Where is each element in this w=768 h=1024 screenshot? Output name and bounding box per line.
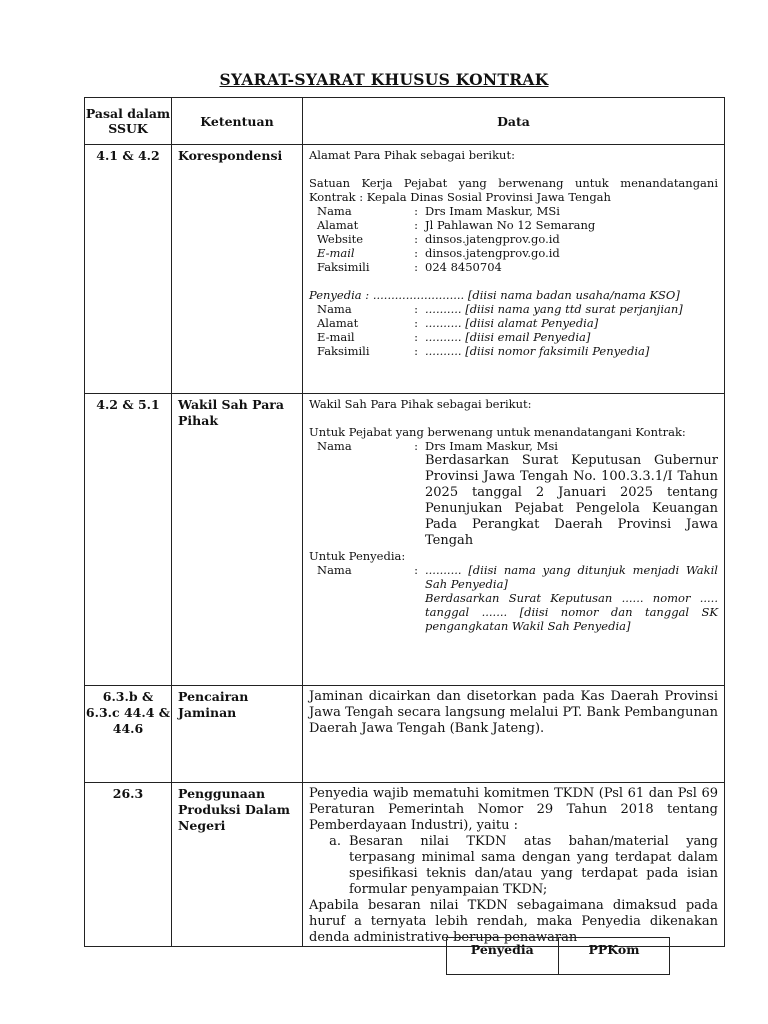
field-sep: : — [414, 246, 418, 260]
list-number: a. — [329, 834, 341, 849]
field-label: Nama — [317, 563, 352, 577]
field-label: Nama — [317, 439, 352, 453]
header-ketentuan: Ketentuan — [172, 98, 303, 145]
field-value: Drs Imam Maskur, MSi — [425, 204, 560, 218]
contract-table — [84, 97, 725, 947]
pasal-cell: 4.1 & 4.2 — [85, 145, 172, 394]
table-row — [85, 783, 725, 947]
data-cell — [303, 145, 725, 394]
field-label: Faksimili — [317, 344, 370, 358]
field-value: .......... [diisi nomor faksimili Penyedia] — [425, 344, 650, 358]
tkdn-intro: Penyedia wajib mematuhi komitmen TKDN (Psl 61 dan Psl 69 Peraturan Pemerintah Nomor 29 Tahun 2018 tentang Pemberdayaan Industri), yaitu : — [309, 786, 718, 833]
pejabat-fields — [309, 439, 718, 549]
field-label: Nama — [317, 302, 352, 316]
ketentuan-cell: Wakil Sah Para Pihak — [172, 394, 303, 686]
tkdn-after: Apabila besaran nilai TKDN sebagaimana dimaksud pada huruf a ternyata lebih rendah, maka Penyedia dikenakan denda administrative berupa penawaran — [309, 898, 718, 945]
pejabat-text: Untuk Pejabat yang berwenang untuk menandatangani Kontrak: — [309, 425, 686, 439]
pasal-cell: 26.3 — [85, 783, 172, 947]
field-label: Nama — [317, 204, 352, 218]
ketentuan-cell: Pencairan Jaminan — [172, 686, 303, 783]
penyedia-fields — [309, 302, 718, 358]
field-sep: : — [414, 260, 418, 274]
penyedia-text: Untuk Penyedia: — [309, 549, 406, 563]
penyedia-text: Penyedia : ......................... [diisi nama badan usaha/nama KSO] — [309, 288, 680, 302]
pasal-cell: 4.2 & 5.1 — [85, 394, 172, 686]
satker-fields — [309, 204, 718, 274]
field-sep: : — [414, 218, 418, 232]
field-label: E-mail — [317, 246, 355, 260]
field-value: Drs Imam Maskur, Msi — [425, 439, 558, 453]
header-data: Data — [303, 98, 725, 145]
document-title: SYARAT-SYARAT KHUSUS KONTRAK — [219, 70, 549, 89]
field-value: .......... [diisi email Penyedia] — [425, 330, 591, 344]
signature-ppkom: PPKom — [558, 938, 670, 975]
field-sep: : — [414, 330, 418, 344]
pasal-cell: 6.3.b & 6.3.c 44.4 & 44.6 — [85, 686, 172, 783]
table-row — [85, 394, 725, 686]
header-pasal: Pasal dalam SSUK — [85, 98, 172, 145]
data-cell — [303, 394, 725, 686]
row-intro: Alamat Para Pihak sebagai berikut: — [309, 148, 515, 162]
field-value: 024 8450704 — [425, 260, 502, 274]
ketentuan-cell: Penggunaan Produksi Dalam Negeri — [172, 783, 303, 947]
field-sep: : — [414, 204, 418, 218]
field-value: dinsos.jatengprov.go.id — [425, 232, 560, 246]
field-value: Jl Pahlawan No 12 Semarang — [425, 218, 596, 232]
field-sep: : — [414, 344, 418, 358]
pejabat-dasar: Berdasarkan Surat Keputusan Gubernur Provinsi Jawa Tengah No. 100.3.3.1/I Tahun 2025 tanggal 2 Januari 2025 tentang Penunjukan Pejabat Pengelola Keuangan Pada Perangkat Daerah Provinsi Jawa Tengah — [425, 453, 718, 548]
field-label: Website — [317, 232, 364, 246]
field-label: Alamat — [317, 218, 359, 232]
field-label: Alamat — [317, 316, 359, 330]
table-row — [85, 145, 725, 394]
field-value: .......... [diisi nama yang ttd surat perjanjian] — [425, 302, 683, 316]
field-sep: : — [414, 439, 418, 453]
list-item — [309, 834, 718, 898]
list-text: Besaran nilai TKDN atas bahan/material yang terpasang minimal sama dengan yang terdapat dalam spesifikasi teknis dan/atau yang terdapat pada isian formular penyampaian TKDN; — [349, 834, 718, 897]
field-sep: : — [414, 316, 418, 330]
table-row — [85, 686, 725, 783]
field-label: Faksimili — [317, 260, 370, 274]
penyedia-dasar: Berdasarkan Surat Keputusan ...... nomor ..... tanggal ....... [diisi nomor dan tanggal SK pengangkatan Wakil Sah Penyedia] — [425, 591, 718, 633]
field-label: E-mail — [317, 330, 355, 344]
satker-text: Satuan Kerja Pejabat yang berwenang untuk menandatangani Kontrak : Kepala Dinas Sosial Provinsi Jawa Tengah — [309, 176, 718, 204]
field-value: dinsos.jatengprov.go.id — [425, 246, 560, 260]
data-cell: Jaminan dicairkan dan disetorkan pada Kas Daerah Provinsi Jawa Tengah secara langsung melalui PT. Bank Pembangunan Daerah Jawa Tengah (Bank Jateng). — [303, 686, 725, 783]
data-cell — [303, 783, 725, 947]
field-sep: : — [414, 232, 418, 246]
field-value: .......... [diisi alamat Penyedia] — [425, 316, 599, 330]
field-value: .......... [diisi nama yang ditunjuk menjadi Wakil Sah Penyedia] — [425, 563, 718, 591]
field-sep: : — [414, 563, 418, 577]
ketentuan-cell: Korespondensi — [172, 145, 303, 394]
signature-penyedia: Penyedia — [447, 938, 559, 975]
signature-table — [446, 937, 670, 975]
penyedia-fields — [309, 563, 718, 633]
table-header-row — [85, 98, 725, 145]
field-sep: : — [414, 302, 418, 316]
row-intro: Wakil Sah Para Pihak sebagai berikut: — [309, 397, 532, 411]
